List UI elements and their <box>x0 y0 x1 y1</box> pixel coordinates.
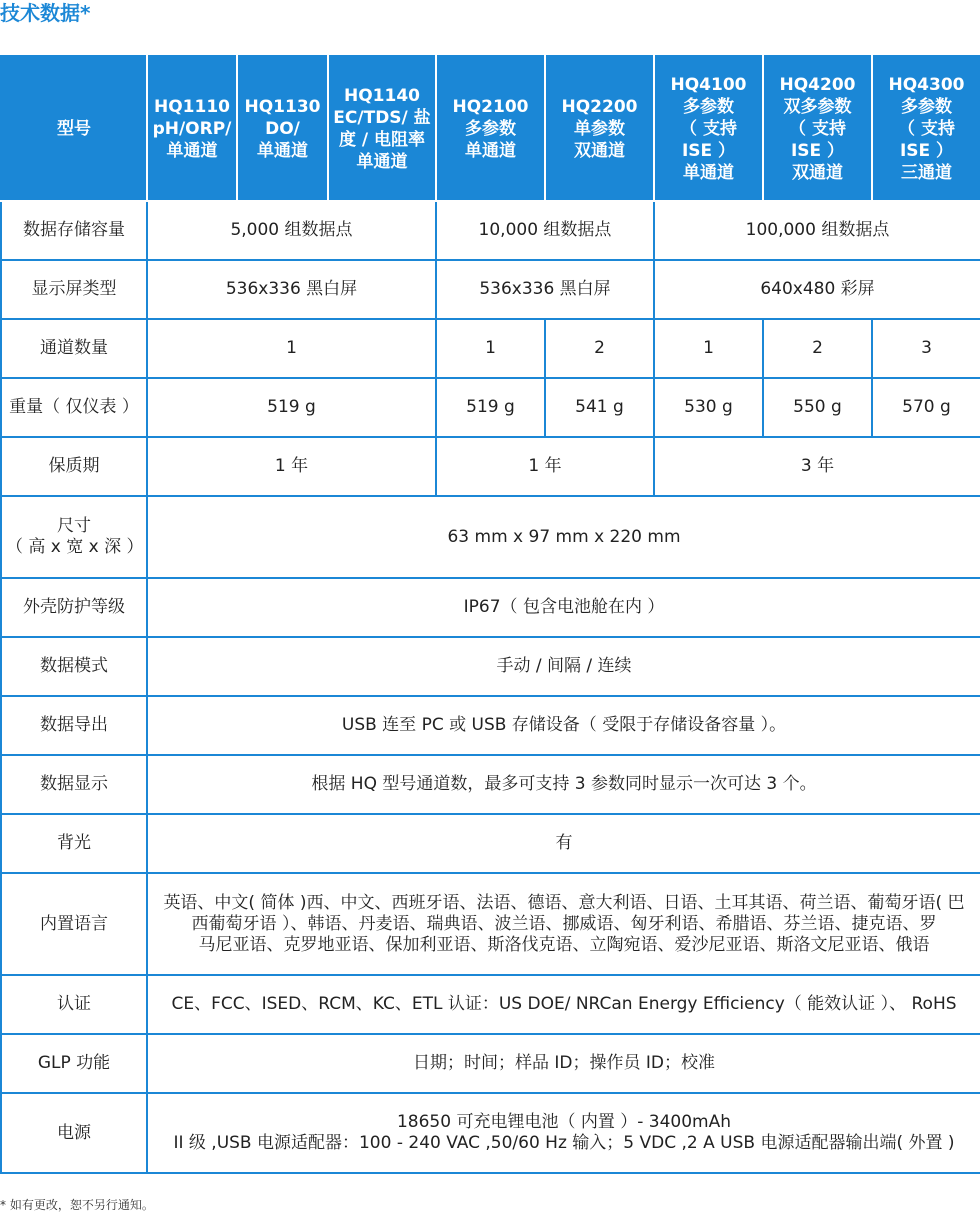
power-value: 18650 可充电锂电池（ 内置 ）- 3400mAh II 级 ,USB 电源适配器：100 - 240 VAC ,50/60 Hz 输入；5 VDC ,2 A USB 电源适配器输出端( 外置 ) <box>147 1093 980 1173</box>
datamode-value: 手动 / 间隔 / 连续 <box>147 637 980 696</box>
header-row <box>1 56 980 201</box>
footnote: * 如有更改，恕不另行通知。 <box>0 1198 154 1212</box>
storage-hq2000: 10,000 组数据点 <box>436 201 654 260</box>
row-label-backlight: 背光 <box>1 814 147 873</box>
table-row <box>1 814 980 873</box>
model-hq4200: HQ4200 双多参数 （ 支持 ISE ） 双通道 <box>763 56 872 201</box>
row-label-export: 数据导出 <box>1 696 147 755</box>
table-row <box>1 496 980 578</box>
warranty-hq1000: 1 年 <box>147 437 436 496</box>
size-value: 63 mm x 97 mm x 220 mm <box>147 496 980 578</box>
channels-hq4200: 2 <box>763 319 872 378</box>
row-label-display: 显示屏类型 <box>1 260 147 319</box>
table-row <box>1 437 980 496</box>
housing-value: IP67（ 包含电池舱在内 ） <box>147 578 980 637</box>
model-hq1110: HQ1110 pH/ORP/ 单通道 <box>147 56 237 201</box>
table-row <box>1 1034 980 1093</box>
languages-value: 英语、中文( 简体 )西、中文、西班牙语、法语、德语、意大利语、日语、土耳其语、荷兰语、葡萄牙语( 巴 西葡萄牙语 ）、韩语、丹麦语、瑞典语、波兰语、挪威语、匈牙利语、希腊语、芬兰语、捷克语、罗 马尼亚语、克罗地亚语、保加利亚语、斯洛伐克语、立陶宛语、爱沙尼亚语、斯洛文尼亚语、俄语 <box>147 873 980 975</box>
warranty-hq4000: 3 年 <box>654 437 980 496</box>
warranty-hq2000: 1 年 <box>436 437 654 496</box>
table-row <box>1 637 980 696</box>
weight-hq1000: 519 g <box>147 378 436 437</box>
backlight-value: 有 <box>147 814 980 873</box>
row-label-weight: 重量（ 仅仪表 ） <box>1 378 147 437</box>
channels-hq1000: 1 <box>147 319 436 378</box>
datadisplay-value: 根据 HQ 型号通道数，最多可支持 3 参数同时显示一次可达 3 个。 <box>147 755 980 814</box>
table-row <box>1 578 980 637</box>
channels-hq2100: 1 <box>436 319 545 378</box>
table-row <box>1 755 980 814</box>
row-label-channels: 通道数量 <box>1 319 147 378</box>
row-label-storage: 数据存储容量 <box>1 201 147 260</box>
table-row <box>1 260 980 319</box>
model-hq1140: HQ1140 EC/TDS/ 盐 度 / 电阻率 单通道 <box>328 56 436 201</box>
model-hq4100: HQ4100 多参数 （ 支持 ISE ） 单通道 <box>654 56 763 201</box>
row-label-datamode: 数据模式 <box>1 637 147 696</box>
storage-hq1000: 5,000 组数据点 <box>147 201 436 260</box>
row-label-power: 电源 <box>1 1093 147 1173</box>
model-hq2200: HQ2200 单参数 双通道 <box>545 56 654 201</box>
weight-hq2200: 541 g <box>545 378 654 437</box>
model-hq2100: HQ2100 多参数 单通道 <box>436 56 545 201</box>
model-hq4300: HQ4300 多参数 （ 支持 ISE ） 三通道 <box>872 56 980 201</box>
export-value: USB 连至 PC 或 USB 存储设备（ 受限于存储设备容量 ）。 <box>147 696 980 755</box>
channels-hq4100: 1 <box>654 319 763 378</box>
row-label-warranty: 保质期 <box>1 437 147 496</box>
row-label-cert: 认证 <box>1 975 147 1034</box>
table-row <box>1 201 980 260</box>
table-row <box>1 319 980 378</box>
display-hq1000: 536x336 黑白屏 <box>147 260 436 319</box>
storage-hq4000: 100,000 组数据点 <box>654 201 980 260</box>
model-hq1130: HQ1130 DO/ 单通道 <box>237 56 328 201</box>
spec-table <box>0 55 980 1174</box>
channels-hq2200: 2 <box>545 319 654 378</box>
channels-hq4300: 3 <box>872 319 980 378</box>
table-row <box>1 873 980 975</box>
display-hq4000: 640x480 彩屏 <box>654 260 980 319</box>
table-row <box>1 378 980 437</box>
weight-hq2100: 519 g <box>436 378 545 437</box>
weight-hq4100: 530 g <box>654 378 763 437</box>
weight-hq4200: 550 g <box>763 378 872 437</box>
row-label-size: 尺寸 （ 高 x 宽 x 深 ） <box>1 496 147 578</box>
row-label-datadisplay: 数据显示 <box>1 755 147 814</box>
header-label: 型号 <box>1 56 147 201</box>
glp-value: 日期；时间；样品 ID；操作员 ID；校准 <box>147 1034 980 1093</box>
row-label-housing: 外壳防护等级 <box>1 578 147 637</box>
row-label-languages: 内置语言 <box>1 873 147 975</box>
table-row <box>1 975 980 1034</box>
page-title: 技术数据* <box>0 1 91 25</box>
row-label-glp: GLP 功能 <box>1 1034 147 1093</box>
table-row <box>1 1093 980 1173</box>
table-row <box>1 696 980 755</box>
display-hq2000: 536x336 黑白屏 <box>436 260 654 319</box>
weight-hq4300: 570 g <box>872 378 980 437</box>
cert-value: CE、FCC、ISED、RCM、KC、ETL 认证：US DOE/ NRCan Energy Efficiency（ 能效认证 ）、 RoHS <box>147 975 980 1034</box>
